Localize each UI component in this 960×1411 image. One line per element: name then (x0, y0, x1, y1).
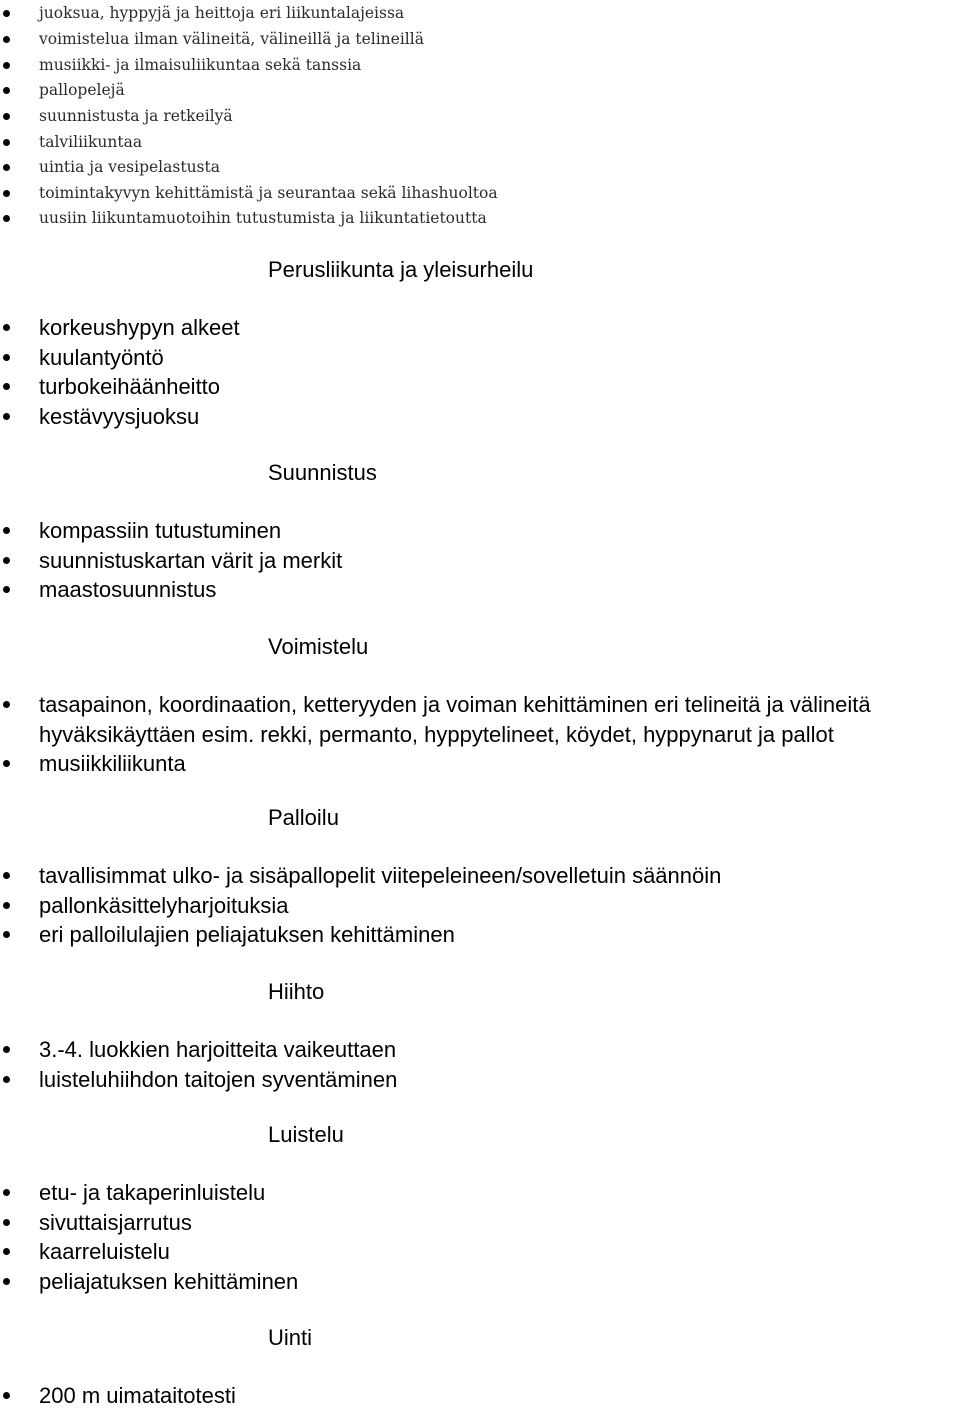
bullet-icon (3, 62, 10, 69)
bullet-icon (3, 1392, 10, 1399)
bullet-icon (3, 354, 10, 361)
list-item: 200 m uimataitotesti (0, 1381, 960, 1411)
list-item: eri palloilulajien peliajatuksen kehittäminen (0, 920, 960, 950)
bullet-icon (3, 701, 10, 708)
list-item: kuulantyöntö (0, 343, 960, 373)
bullet-icon (3, 1248, 10, 1255)
bullet-icon (3, 1219, 10, 1226)
section-heading-suunnistus: Suunnistus (268, 460, 377, 485)
list-item: sivuttaisjarrutus (0, 1208, 960, 1238)
bullet-icon (3, 872, 10, 879)
list-item: 3.-4. luokkien harjoitteita vaikeuttaen (0, 1035, 960, 1065)
bullet-icon (3, 413, 10, 420)
list-item: tavallisimmat ulko- ja sisäpallopelit viitepeleineen/sovelletuin säännöin (0, 861, 960, 891)
bullet-icon (3, 113, 10, 120)
section-heading-palloilu: Palloilu (268, 805, 339, 830)
list-item: kompassiin tutustuminen (0, 516, 960, 546)
bullet-icon (3, 760, 10, 767)
section-heading-uinti: Uinti (268, 1325, 313, 1350)
bullet-icon (3, 586, 10, 593)
section-heading-perusliikunta: Perusliikunta ja yleisurheilu (268, 257, 534, 282)
list-item: turbokeihäänheitto (0, 372, 960, 402)
list-item: kaarreluistelu (0, 1237, 960, 1267)
bullet-icon (3, 36, 10, 43)
bullet-icon (3, 902, 10, 909)
section-heading-hiihto: Hiihto (268, 979, 325, 1004)
section-heading-luistelu: Luistelu (268, 1122, 344, 1147)
list-item: pallonkäsittelyharjoituksia (0, 891, 960, 921)
list-item: maastosuunnistus (0, 575, 960, 605)
bullet-icon (3, 139, 10, 146)
section-heading-voimistelu: Voimistelu (268, 634, 369, 659)
bullet-icon (3, 1076, 10, 1083)
list-item: etu- ja takaperinluistelu (0, 1178, 960, 1208)
bullet-icon (3, 1046, 10, 1053)
bullet-icon (3, 1189, 10, 1196)
bullet-icon (3, 557, 10, 564)
bullet-icon (3, 87, 10, 94)
bullet-icon (3, 190, 10, 197)
bullet-icon (3, 931, 10, 938)
list-item: peliajatuksen kehittäminen (0, 1267, 960, 1297)
bullet-icon (3, 10, 10, 17)
list-item: luisteluhiihdon taitojen syventäminen (0, 1065, 960, 1095)
bullet-icon (3, 527, 10, 534)
list-item: suunnistuskartan värit ja merkit (0, 546, 960, 576)
list-item: korkeushypyn alkeet (0, 313, 960, 343)
bullet-icon (3, 383, 10, 390)
bullet-icon (3, 215, 10, 222)
list-item: musiikkiliikunta (0, 749, 960, 779)
list-item: tasapainon, koordinaation, ketteryyden ja voiman kehittäminen eri telineitä ja välineitä hyväksikäyttäen esim. rekki, permanto, hyppytelineet, köydet, hyppynarut ja pallot (0, 690, 960, 720)
bullet-icon (3, 164, 10, 171)
bullet-icon (3, 324, 10, 331)
bullet-icon (3, 1278, 10, 1285)
list-item: kestävyysjuoksu (0, 402, 960, 432)
